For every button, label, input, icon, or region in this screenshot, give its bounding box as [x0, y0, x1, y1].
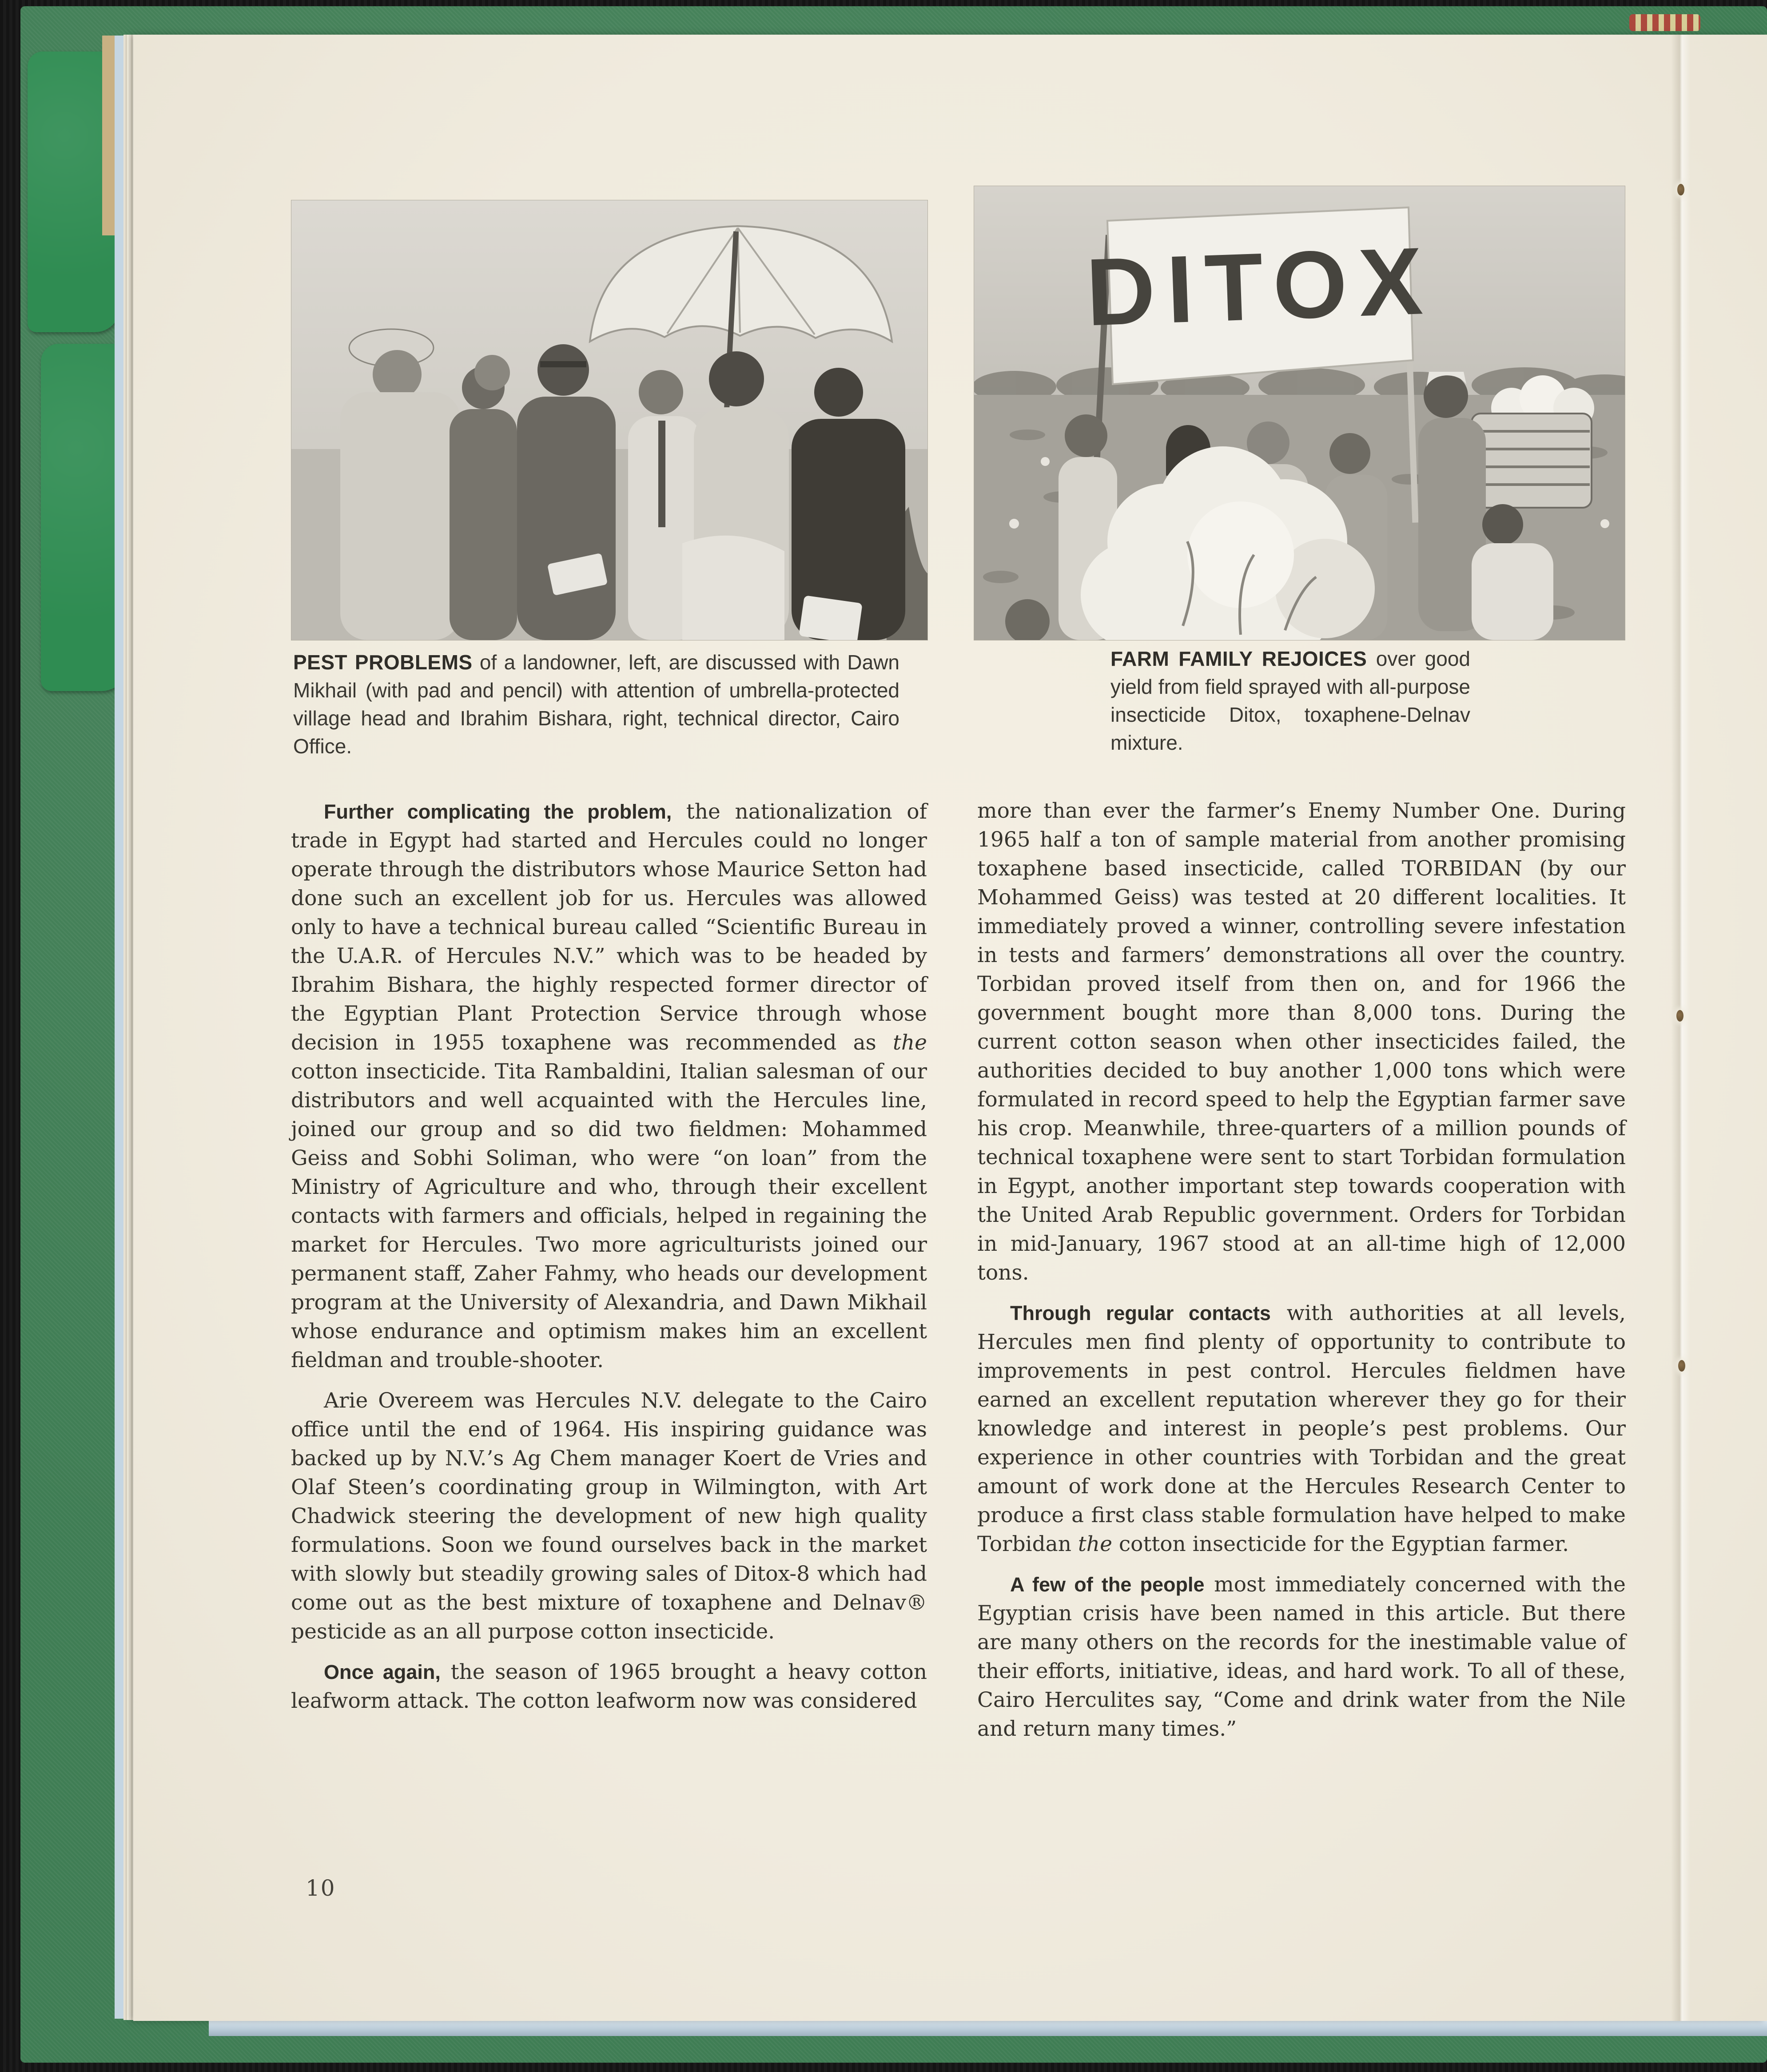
photo-right-illustration	[974, 186, 1625, 640]
caption-left-text: of a landowner, left, are discussed with Dawn Mikhail (with pad and pencil) with attention of umbrella-protected village head and Ibrahim Bishara, right, technical director, Cairo Office.	[293, 651, 899, 758]
paragraph-text: more than ever the farmer’s Enemy Number One. During 1965 half a ton of sample material from another promising toxaphene based insecticide, called TORBIDAN (by our Mohammed Geiss) was tested at 20 different localities. It immediately proved a winner, controlling severe infestation in tests and farmers’ demonstrations all over the country. Torbidan proved itself from then on, and for 1966 the government bought more than 8,000 tons. During the current cotton season when other insecticides failed, the authorities decided to buy another 1,000 tons which were formulated in record speed to help the Egyptian farmer save his crop. Meanwhile, three-quarters of a million pounds of technical toxaphene were sent to start Torbidan formulation in Egypt, another important step towards cooperation with the United Arab Republic government. Orders for Torbidan in mid-January, 1967 stood at an all-time high of 12,000 tons.	[977, 799, 1626, 1285]
paragraph-lead: Further complicating the problem,	[324, 800, 672, 823]
body-column-right	[977, 796, 1626, 1743]
body-paragraph	[977, 1570, 1626, 1743]
paragraph-text: cotton insecticide. Tita Rambaldini, Italian salesman of our distributors and well acquainted with the Hercules line, joined our group and so did two fieldmen: Mohammed Geiss and Sobhi Soliman, who were “on loan” from the Ministry of Agriculture and who, through their excellent contacts with farmers and officials, helped in regaining the market for Hercules. Two more agriculturists joined our permanent staff, Zaher Fahmy, who heads our development program at the University of Alexandria, and Dawn Mikhail whose endurance and optimism makes him an excellent fieldman and trouble-shooter.	[291, 1059, 927, 1372]
paragraph-text: cotton insecticide for the Egyptian farmer.	[1112, 1532, 1569, 1556]
bottom-page-edge	[209, 2021, 1767, 2036]
stitch-hole	[1676, 1010, 1683, 1022]
body-paragraph	[977, 1299, 1626, 1559]
paragraph-text: with authorities at all levels, Hercules men find plenty of opportunity to contribute to improvements in pest control. Hercules fieldmen have earned an excellent reputation wherever they go for their knowledge and interest in people’s pest problems. Our experience in other countries with Torbidan and the great amount of work done at the Hercules Research Center to produce a first class stable formulation have helped to make Torbidan	[977, 1301, 1626, 1556]
caption-right-lead: FARM FAMILY REJOICES	[1110, 647, 1367, 670]
paragraph-lead: A few of the people	[1010, 1573, 1205, 1596]
body-paragraph	[291, 797, 927, 1375]
paragraph-lead: Through regular contacts	[1010, 1302, 1271, 1324]
paragraph-text: the season of 1965 brought a heavy cotton leafworm attack. The cotton leafworm now was considered	[291, 1660, 927, 1713]
book-page	[133, 35, 1767, 2021]
page-edge-blue	[115, 36, 123, 2019]
caption-right	[1110, 645, 1470, 757]
body-paragraph	[291, 1386, 927, 1646]
caption-left-lead: PEST PROBLEMS	[293, 651, 473, 674]
italic-word: the	[893, 1030, 927, 1055]
body-column-left	[291, 797, 927, 1715]
paragraph-text: most immediately concerned with the Egyptian crisis have been named in this article. But there are many others on the records for the inestimable value of their efforts, initiative, ideas, and hard work. To all of these, Cairo Herculites say, “Come and drink water from the Nile and return many times.”	[977, 1572, 1626, 1741]
body-paragraph	[977, 796, 1626, 1287]
binding-headband	[1629, 14, 1700, 31]
page-edge-kraft	[102, 36, 115, 235]
caption-left	[293, 648, 899, 760]
binding-gutter	[1671, 35, 1691, 2021]
photo-farm-family	[974, 186, 1625, 640]
paragraph-text: Arie Overeem was Hercules N.V. delegate to the Cairo office until the end of 1964. His inspiring guidance was backed up by N.V.’s Ag Chem manager Koert de Vries and Olaf Steen’s coordinating group in Wilmington, with Art Chadwick steering the development of new high quality formulations. Soon we found ourselves back in the market with slowly but steadily growing sales of Ditox-8 which had come out as the best mixture of toxaphene and Delnav® pesticide as an all purpose cotton insecticide.	[291, 1388, 927, 1644]
body-paragraph	[291, 1658, 927, 1715]
stitch-hole	[1677, 184, 1684, 195]
paragraph-lead: Once again,	[324, 1661, 441, 1683]
photo-left-illustration	[291, 200, 927, 640]
stitch-hole	[1678, 1360, 1685, 1372]
italic-word: the	[1078, 1532, 1112, 1556]
ditox-banner-text: DITOX	[1084, 227, 1436, 346]
page-number: 10	[306, 1875, 336, 1901]
photo-pest-problems	[291, 200, 928, 640]
paragraph-text: the nationalization of trade in Egypt had started and Hercules could no longer operate through the distributors whose Maurice Setton had done such an excellent job for us. Hercules was allowed only to have a technical bureau called “Scientific Bureau in the U.A.R. of Hercules N.V.” which was to be headed by Ibrahim Bishara, the highly respected former director of the Egyptian Plant Protection Service through whose decision in 1955 toxaphene was recommended as	[291, 799, 927, 1055]
caption-right-text: over good yield from field sprayed with all-purpose insecticide Ditox, toxaphene-Delnav mixture.	[1110, 647, 1470, 754]
